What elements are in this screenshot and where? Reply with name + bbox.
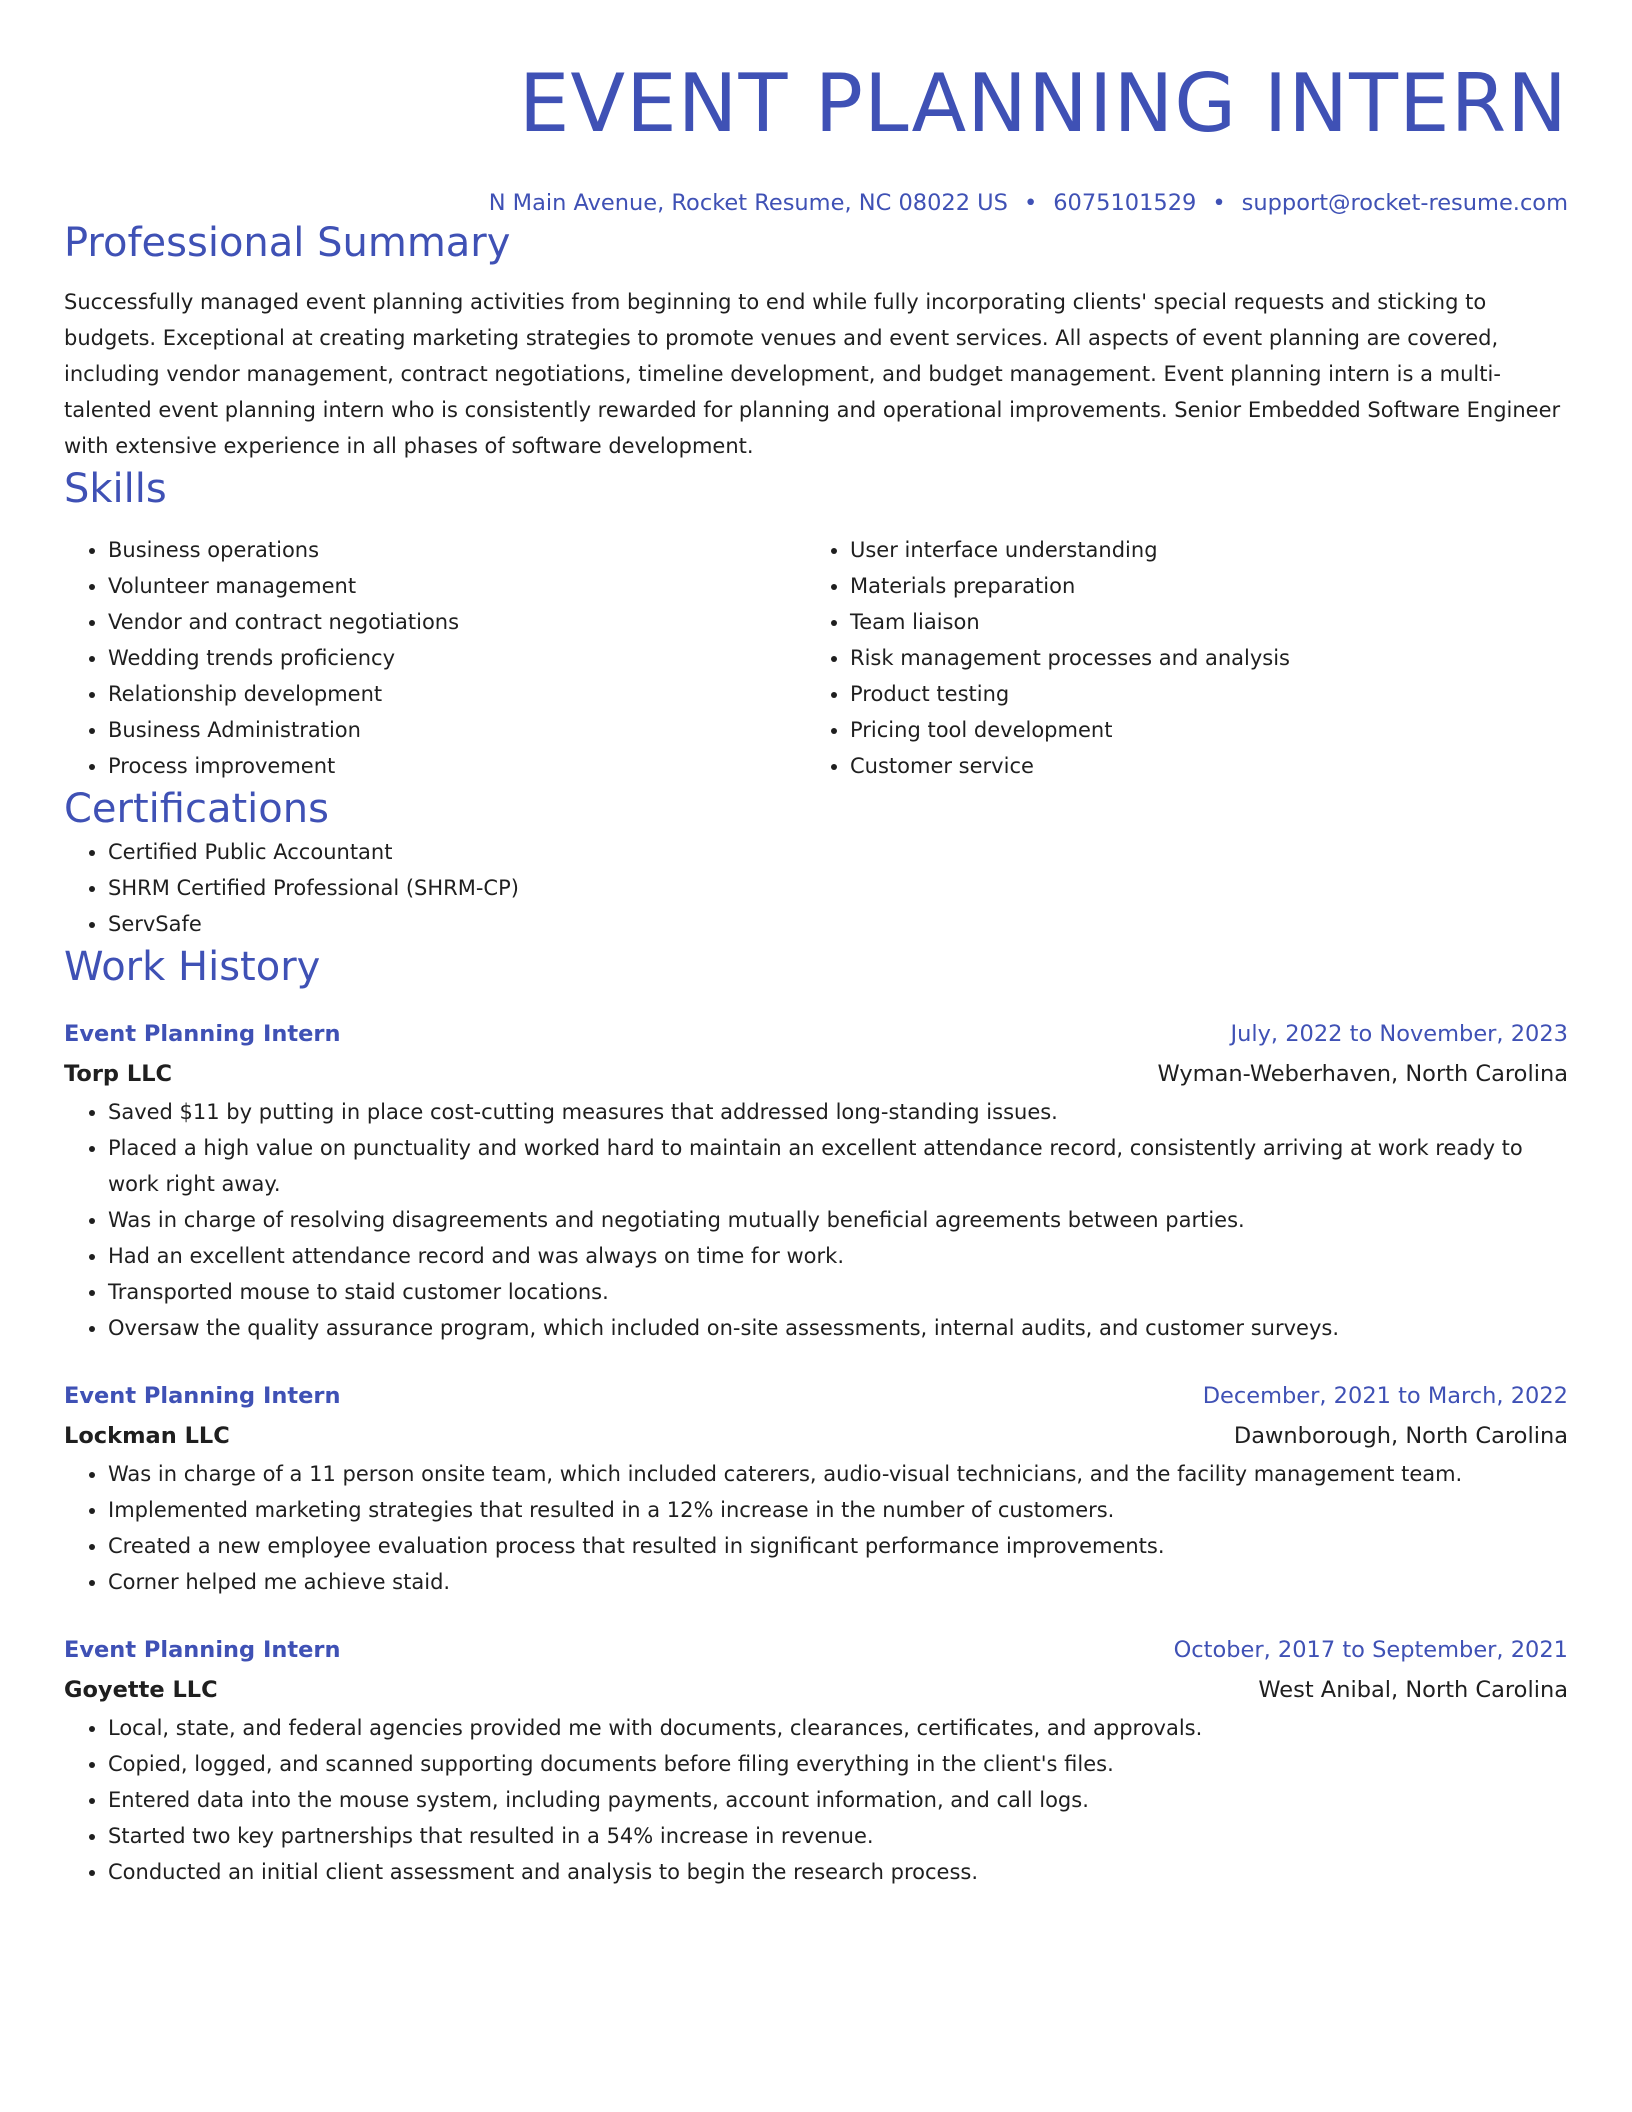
job-location: Wyman-Weberhaven, North Carolina bbox=[1157, 1061, 1568, 1087]
skills-column-right bbox=[806, 532, 1548, 784]
job-bullet: • Oversaw the quality assurance program, which included on-site assessments, internal audits, and customer surveys. bbox=[108, 1310, 1568, 1346]
work-history-heading: Work History bbox=[64, 944, 321, 990]
summary-text: Successfully managed event planning activities from beginning to end while fully incorporating clients' special requests and sticking to budgets. Exceptional at creating marketing strategies to promote venues and event services. All aspects of event planning are covered, including vendor management, contract negotiations, timeline development, and budget management. Event planning intern is a multi-talented event planning intern who is consistently rewarded for planning and operational improvements. Senior Embedded Software Engineer with extensive experience in all phases of software development. bbox=[64, 290, 1561, 458]
job-bullet: • Conducted an initial client assessment and analysis to begin the research process. bbox=[108, 1854, 1568, 1890]
skill-item: • Business operations bbox=[108, 532, 806, 568]
job-company-row bbox=[64, 1416, 1568, 1456]
skill-item: • Customer service bbox=[850, 748, 1548, 784]
contact-address: N Main Avenue, Rocket Resume, NC 08022 US bbox=[488, 190, 1008, 216]
job-dates: December, 2021 to March, 2022 bbox=[1202, 1383, 1568, 1409]
contact-line bbox=[64, 188, 1568, 218]
contact-email: support@rocket-resume.com bbox=[1241, 190, 1568, 216]
skill-item: • User interface understanding bbox=[850, 532, 1548, 568]
job-bullet: • Corner helped me achieve staid. bbox=[108, 1564, 1568, 1600]
skills-columns bbox=[64, 532, 1568, 784]
certification-item: • ServSafe bbox=[108, 906, 1568, 942]
skill-item: • Team liaison bbox=[850, 604, 1548, 640]
job-title: Event Planning Intern bbox=[64, 1637, 341, 1663]
job-entry bbox=[64, 1014, 1568, 1346]
skills-list-right bbox=[806, 532, 1548, 784]
job-bullet: • Was in charge of a 11 person onsite team, which included caterers, audio-visual technicians, and the facility management team. bbox=[108, 1456, 1568, 1492]
skill-item: • Pricing tool development bbox=[850, 712, 1548, 748]
job-bullet: • Local, state, and federal agencies provided me with documents, clearances, certificates, and approvals. bbox=[108, 1710, 1568, 1746]
skill-item: • Vendor and contract negotiations bbox=[108, 604, 806, 640]
job-company: Lockman LLC bbox=[64, 1423, 230, 1449]
skill-item: • Wedding trends proficiency bbox=[108, 640, 806, 676]
job-bullet: • Copied, logged, and scanned supporting documents before filing everything in the client's files. bbox=[108, 1746, 1568, 1782]
job-company: Torp LLC bbox=[64, 1061, 173, 1087]
job-bullet-list bbox=[64, 1094, 1568, 1346]
contact-separator: • bbox=[1212, 190, 1226, 216]
summary-heading: Professional Summary bbox=[64, 220, 511, 266]
skill-item: • Materials preparation bbox=[850, 568, 1548, 604]
job-dates: July, 2022 to November, 2023 bbox=[1230, 1021, 1568, 1047]
job-bullet: • Created a new employee evaluation process that resulted in significant performance improvements. bbox=[108, 1528, 1568, 1564]
certification-item: • Certified Public Accountant bbox=[108, 834, 1568, 870]
job-bullet: • Started two key partnerships that resulted in a 54% increase in revenue. bbox=[108, 1818, 1568, 1854]
job-title-row bbox=[64, 1630, 1568, 1670]
skill-item: • Risk management processes and analysis bbox=[850, 640, 1548, 676]
candidate-name: EVENT PLANNING INTERN bbox=[518, 57, 1568, 150]
skills-heading: Skills bbox=[64, 466, 167, 512]
job-entry bbox=[64, 1630, 1568, 1890]
job-bullet: • Transported mouse to staid customer locations. bbox=[108, 1274, 1568, 1310]
contact-phone: 6075101529 bbox=[1053, 190, 1197, 216]
job-entry bbox=[64, 1376, 1568, 1600]
job-bullet: • Entered data into the mouse system, including payments, account information, and call logs. bbox=[108, 1782, 1568, 1818]
job-title-row bbox=[64, 1376, 1568, 1416]
job-title: Event Planning Intern bbox=[64, 1021, 341, 1047]
job-bullet: • Saved $11 by putting in place cost-cutting measures that addressed long-standing issues. bbox=[108, 1094, 1568, 1130]
skill-item: • Product testing bbox=[850, 676, 1548, 712]
skills-list-left bbox=[64, 532, 806, 784]
job-bullet: • Implemented marketing strategies that resulted in a 12% increase in the number of customers. bbox=[108, 1492, 1568, 1528]
job-bullet-list bbox=[64, 1710, 1568, 1890]
job-location: West Anibal, North Carolina bbox=[1258, 1677, 1568, 1703]
skill-item: • Relationship development bbox=[108, 676, 806, 712]
skill-item: • Process improvement bbox=[108, 748, 806, 784]
job-bullet: • Placed a high value on punctuality and worked hard to maintain an excellent attendance record, consistently arriving at work ready to work right away. bbox=[108, 1130, 1568, 1202]
job-bullet: • Was in charge of resolving disagreements and negotiating mutually beneficial agreements between parties. bbox=[108, 1202, 1568, 1238]
job-location: Dawnborough, North Carolina bbox=[1233, 1423, 1568, 1449]
job-dates: October, 2017 to September, 2021 bbox=[1173, 1637, 1568, 1663]
job-company-row bbox=[64, 1054, 1568, 1094]
certifications-heading: Certifications bbox=[64, 786, 329, 832]
job-title-row bbox=[64, 1014, 1568, 1054]
certifications-list bbox=[64, 834, 1568, 942]
job-bullet-list bbox=[64, 1456, 1568, 1600]
skills-column-left bbox=[64, 532, 806, 784]
certification-item: • SHRM Certified Professional (SHRM-CP) bbox=[108, 870, 1568, 906]
job-bullet: • Had an excellent attendance record and was always on time for work. bbox=[108, 1238, 1568, 1274]
skill-item: • Volunteer management bbox=[108, 568, 806, 604]
job-company: Goyette LLC bbox=[64, 1677, 218, 1703]
contact-separator: • bbox=[1023, 190, 1038, 216]
skill-item: • Business Administration bbox=[108, 712, 806, 748]
job-company-row bbox=[64, 1670, 1568, 1710]
job-title: Event Planning Intern bbox=[64, 1383, 341, 1409]
